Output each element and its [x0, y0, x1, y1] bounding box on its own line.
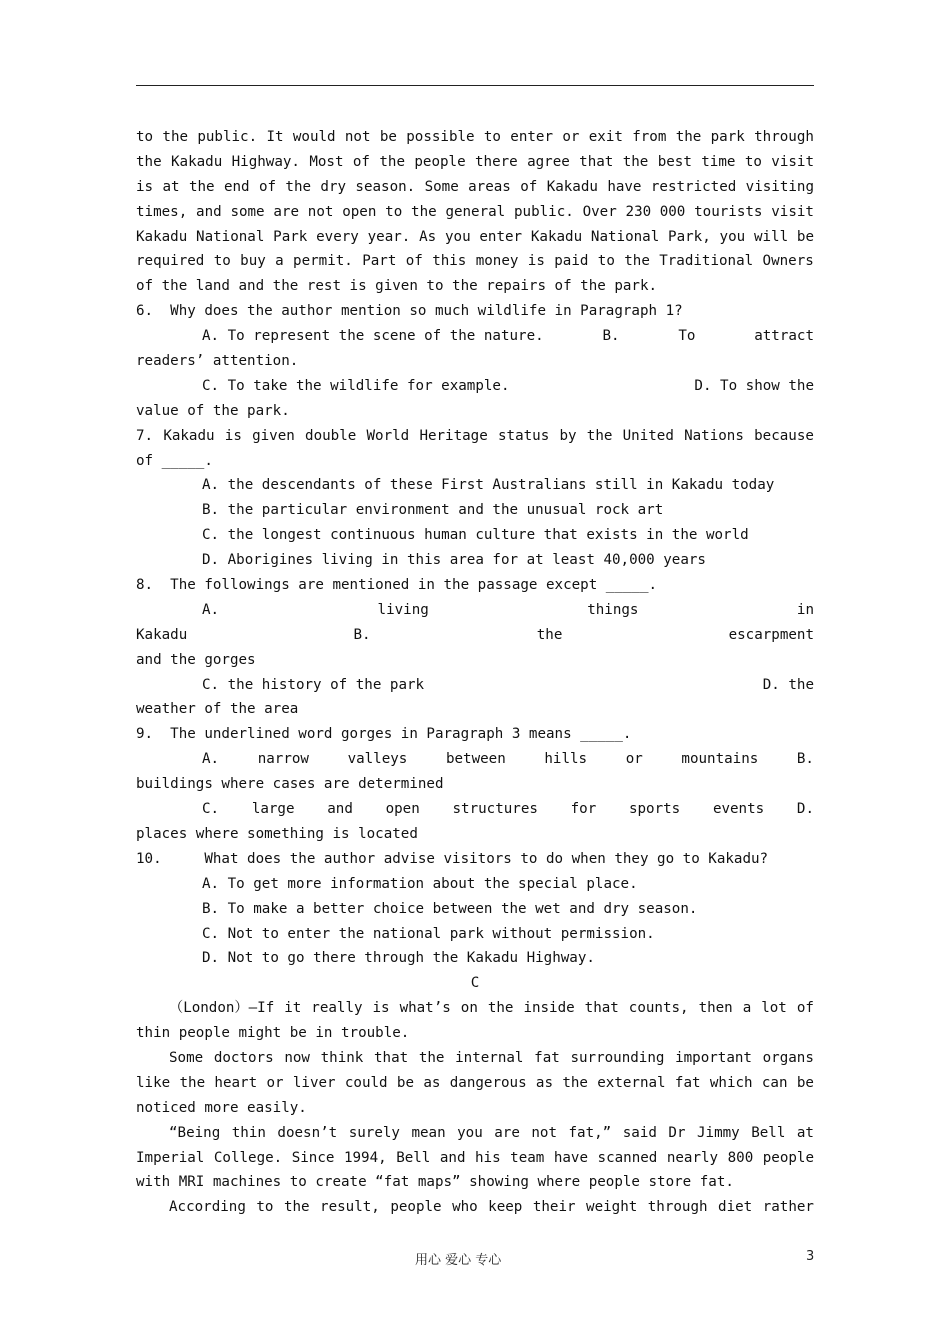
word: through [647, 1199, 708, 1216]
word: thin [231, 1124, 266, 1141]
word: mean [411, 1124, 446, 1141]
word: that [584, 1000, 619, 1017]
word: to [744, 153, 762, 170]
question-7-option-c: C. the longest continuous human culture that exists in the world [202, 527, 749, 544]
word: as [535, 1074, 554, 1091]
word: Kakadu [530, 228, 583, 245]
word: dangerous [449, 1074, 527, 1091]
question-6-option-d-cont: value of the park. [136, 402, 290, 419]
word: buy [240, 253, 266, 270]
word: Kakadu [163, 427, 215, 444]
word: Bell [396, 1149, 431, 1166]
word: of [796, 1000, 814, 1017]
word: their [532, 1199, 576, 1216]
word: the [179, 1074, 206, 1091]
question-9-stem: 9. The underlined word gorges in Paragraph 3 means _____. [136, 726, 632, 743]
word: not [307, 203, 334, 220]
word: areas [468, 178, 511, 195]
footer-motto: 用心 爱心 专心 [415, 1253, 502, 1268]
word: inside [523, 1000, 575, 1017]
question-9-option-d-cont: places where something is located [136, 825, 418, 842]
word: by [559, 427, 577, 444]
word: Kakadu [136, 626, 188, 643]
word: exit [588, 129, 623, 145]
word: sports [628, 801, 681, 818]
word: there [474, 153, 518, 170]
word: the [622, 153, 649, 170]
word: from [632, 129, 667, 145]
word: you [457, 1124, 483, 1141]
word: is [224, 427, 242, 444]
word: visit [771, 203, 814, 220]
word: escarpment [728, 626, 814, 643]
word: the [379, 153, 405, 170]
word: visit [771, 153, 814, 170]
word: season. [355, 178, 416, 195]
word: and [327, 801, 353, 818]
word: lot [761, 1000, 787, 1017]
word: of [352, 153, 370, 170]
text-line [136, 996, 814, 1021]
word: at [796, 1124, 814, 1141]
word: Kakadu [171, 153, 223, 170]
word: be [396, 1074, 415, 1091]
word: or [266, 1074, 284, 1091]
question-8-option-b-cont: and the gorges [136, 651, 256, 668]
word: end [223, 178, 250, 195]
question-7-stem-cont: of _____. [136, 452, 213, 469]
word: counts, [628, 1000, 689, 1017]
word: According [169, 1199, 246, 1216]
word: heart [214, 1074, 258, 1091]
word: the [136, 153, 162, 170]
word: the [536, 626, 563, 643]
question-9-option-a-b [136, 747, 814, 772]
word: diet [718, 1199, 753, 1216]
question-6-option-a-b [136, 324, 814, 349]
question-10-option-c: C. Not to enter the national park without permission. [202, 925, 655, 942]
question-9-option-c-d [136, 797, 814, 822]
word: for [570, 801, 597, 818]
word: Some [424, 178, 459, 195]
word: like [136, 1074, 171, 1091]
word: which [709, 1074, 753, 1091]
question-8-option-a [136, 598, 814, 623]
word: is [136, 178, 154, 195]
word: can [761, 1074, 788, 1091]
word: what’s [399, 1000, 451, 1017]
word: the [162, 129, 189, 145]
text-line [136, 249, 814, 274]
word: possible [406, 129, 475, 145]
word: the [562, 1074, 588, 1091]
word: mountains [681, 751, 759, 768]
word: not [344, 129, 371, 145]
word: general [445, 203, 506, 220]
word: through [754, 129, 814, 145]
word: rather [762, 1199, 814, 1216]
word: the [283, 1199, 310, 1216]
word: you [719, 228, 746, 245]
word: Park [273, 228, 308, 245]
text-line [136, 175, 814, 200]
question-7-option-b: B. the particular environment and the unusual rock art [202, 502, 664, 519]
word: surely [348, 1124, 400, 1141]
page-content [136, 125, 814, 1220]
word: will [753, 228, 789, 245]
word: C. To take the wildlife for example. [202, 377, 510, 394]
question-8-option-c-d [136, 673, 814, 698]
word: C. [202, 801, 220, 818]
word: best [657, 153, 692, 170]
text-line [136, 1121, 814, 1146]
word: Most [309, 153, 344, 170]
word: you [444, 228, 471, 245]
word: really [311, 1000, 363, 1017]
section-heading-c: C [470, 975, 480, 992]
question-7-option-d: D. Aborigines living in this area for at least 40,000 years [202, 552, 706, 569]
word: scanned [597, 1149, 658, 1166]
question-6-stem: 6. Why does the author mention so much wildlife in Paragraph 1? [136, 303, 683, 320]
word: organs [762, 1049, 814, 1066]
word: open [342, 203, 377, 220]
word: B. [602, 328, 620, 345]
word: on [460, 1000, 478, 1017]
word: Over [582, 203, 617, 220]
word: to [597, 253, 615, 270]
word: valleys [347, 751, 408, 768]
word: that [374, 1049, 409, 1066]
text-line [136, 1071, 814, 1096]
word: because [754, 427, 814, 444]
word: at [162, 178, 180, 195]
word: Dr [668, 1124, 686, 1141]
word: D. To show the [694, 377, 814, 394]
text-line: noticed more easily. [136, 1099, 307, 1116]
word: structures [452, 801, 538, 818]
word: people [390, 1199, 442, 1216]
word: Some [169, 1049, 204, 1066]
word: be [796, 228, 814, 245]
word: public. [514, 203, 574, 220]
word: National [196, 228, 265, 245]
word: hills [544, 751, 588, 768]
word: Part [362, 253, 397, 270]
question-10-option-a: A. To get more information about the special place. [202, 875, 638, 892]
word: surrounding [570, 1049, 665, 1066]
word: think [320, 1049, 364, 1066]
word: external [597, 1074, 666, 1091]
word: could [344, 1074, 388, 1091]
word: the [418, 1049, 445, 1066]
word: result, [320, 1199, 380, 1216]
word: double [305, 427, 357, 444]
word: as [423, 1074, 441, 1091]
word: World [366, 427, 410, 444]
word: some [230, 203, 265, 220]
word: a [742, 1000, 752, 1017]
word: dry [320, 178, 347, 195]
word: have [607, 178, 642, 195]
word: National [590, 228, 660, 245]
word: a [275, 253, 284, 270]
question-8-option-d-cont: weather of the area [136, 701, 299, 718]
word: Heritage [419, 427, 488, 444]
word: 1994, [343, 1149, 387, 1166]
word: C. the history of the park [202, 676, 425, 693]
word: year. [367, 228, 411, 245]
word: B. [796, 751, 814, 768]
word: that [579, 153, 614, 170]
word: between [445, 751, 506, 768]
word: of [520, 178, 538, 195]
word: Traditional [659, 253, 754, 270]
word: then [698, 1000, 733, 1017]
word: open [385, 801, 420, 818]
word: Owners [762, 253, 814, 270]
text-line [136, 125, 814, 150]
word: not [531, 1124, 558, 1141]
word: visiting [745, 178, 814, 195]
word: and [439, 1149, 466, 1166]
word: Jimmy [697, 1124, 740, 1141]
word: Park, [668, 228, 711, 245]
word: to [385, 203, 403, 220]
word: 230 000 [625, 203, 686, 220]
word: narrow [257, 751, 309, 768]
word: A. To represent the scene of the nature. [202, 328, 544, 345]
word: status [498, 427, 550, 444]
page-number: 3 [806, 1249, 815, 1264]
word: who [452, 1199, 478, 1216]
word: to [256, 1199, 274, 1216]
word: fat [534, 1049, 560, 1066]
word: A. [202, 601, 220, 618]
word: fat,” [568, 1124, 612, 1141]
word: tourists [694, 203, 763, 220]
word: the [188, 178, 215, 195]
word: of [405, 253, 423, 270]
word: or [625, 751, 643, 768]
text-line: thin people might be in trouble. [136, 1025, 410, 1042]
word: time [701, 153, 736, 170]
word: is [372, 1000, 390, 1017]
word: are [273, 203, 300, 220]
question-7-option-a: A. the descendants of these First Australians still in Kakadu today [202, 477, 775, 494]
word: Nations [684, 427, 744, 444]
word: it [284, 1000, 302, 1017]
word: doesn’t [277, 1124, 338, 1141]
word: be [379, 129, 397, 145]
word: events [712, 801, 765, 818]
word: money [475, 253, 519, 270]
word: Highway. [231, 153, 300, 170]
question-8-stem: 8. The followings are mentioned in the passage except _____. [136, 577, 658, 594]
word: park [710, 129, 745, 145]
word: keep [488, 1199, 523, 1216]
text-line [136, 225, 814, 250]
word: enter [479, 228, 523, 245]
word: agree [527, 153, 570, 170]
word: large [251, 801, 295, 818]
question-8-option-a-cont [136, 623, 814, 648]
text-line [136, 1046, 814, 1071]
word: have [553, 1149, 589, 1166]
word: （London）—If [169, 1000, 275, 1017]
word: the [411, 203, 437, 220]
word: 7. [136, 427, 154, 444]
word: paid [554, 253, 589, 270]
text-line [136, 1195, 814, 1220]
word: enter [510, 129, 554, 145]
word: restricted [650, 178, 737, 195]
word: or [562, 129, 580, 145]
word: of [258, 178, 277, 195]
word: is [527, 253, 545, 270]
word: “Being [169, 1124, 221, 1141]
word: to [213, 253, 231, 270]
question-6-option-b-cont: readers’ attention. [136, 353, 299, 370]
word: said [622, 1124, 657, 1141]
word: times, [136, 203, 188, 220]
question-9-option-b-cont: buildings where cases are determined [136, 776, 444, 793]
text-line [136, 1146, 814, 1171]
word: Kakadu [136, 228, 188, 245]
question-7-stem [136, 424, 814, 449]
word: fat [674, 1074, 701, 1091]
word: To [678, 328, 696, 345]
question-10-option-d: D. Not to go there through the Kakadu Highway. [202, 950, 595, 967]
word: are [494, 1124, 520, 1141]
word: weight [586, 1199, 638, 1216]
word: this [432, 253, 467, 270]
word: D. [796, 801, 814, 818]
word: the [285, 178, 312, 195]
question-10-option-b: B. To make a better choice between the wet and dry season. [202, 900, 698, 917]
word: his [475, 1149, 501, 1166]
word: College. [213, 1149, 283, 1166]
word: people [762, 1149, 814, 1166]
word: important [675, 1049, 752, 1066]
text-line: with MRI machines to create “fat maps” showing where people store fat. [136, 1174, 734, 1191]
word: 800 [727, 1149, 754, 1166]
word: to [483, 129, 501, 145]
word: As [419, 228, 437, 245]
word: people [414, 153, 466, 170]
word: given [252, 427, 295, 444]
word: Imperial [136, 1149, 205, 1166]
word: public. [197, 129, 258, 145]
word: Since [291, 1149, 335, 1166]
header-rule [136, 85, 814, 86]
word: things [587, 601, 639, 618]
word: It [266, 129, 284, 145]
word: A. [202, 751, 220, 768]
word: the [675, 129, 702, 145]
word: D. the [762, 676, 814, 693]
question-10-stem: 10. What does the author advise visitors to do when they go to Kakadu? [136, 850, 769, 867]
word: attract [754, 328, 814, 345]
word: permit. [293, 253, 353, 270]
word: United [622, 427, 674, 444]
text-line [136, 200, 814, 225]
word: B. [353, 626, 371, 643]
word: to [136, 129, 154, 145]
word: required [136, 253, 205, 270]
word: the [624, 253, 650, 270]
question-6-option-c-d [136, 374, 814, 399]
word: living [377, 601, 429, 618]
word: nearly [666, 1149, 719, 1166]
word: be [796, 1074, 814, 1091]
word: every [316, 228, 359, 245]
word: team [510, 1149, 545, 1166]
word: internal [455, 1049, 524, 1066]
word: and [196, 203, 222, 220]
word: would [292, 129, 336, 145]
word: doctors [213, 1049, 274, 1066]
word: in [796, 601, 814, 618]
text-line [136, 150, 814, 175]
word: the [586, 427, 613, 444]
word: now [284, 1049, 310, 1066]
word: Bell [751, 1124, 786, 1141]
word: the [487, 1000, 514, 1017]
word: liver [292, 1074, 336, 1091]
word: Kakadu [546, 178, 598, 195]
text-line: of the land and the rest is given to the repairs of the park. [136, 278, 658, 295]
